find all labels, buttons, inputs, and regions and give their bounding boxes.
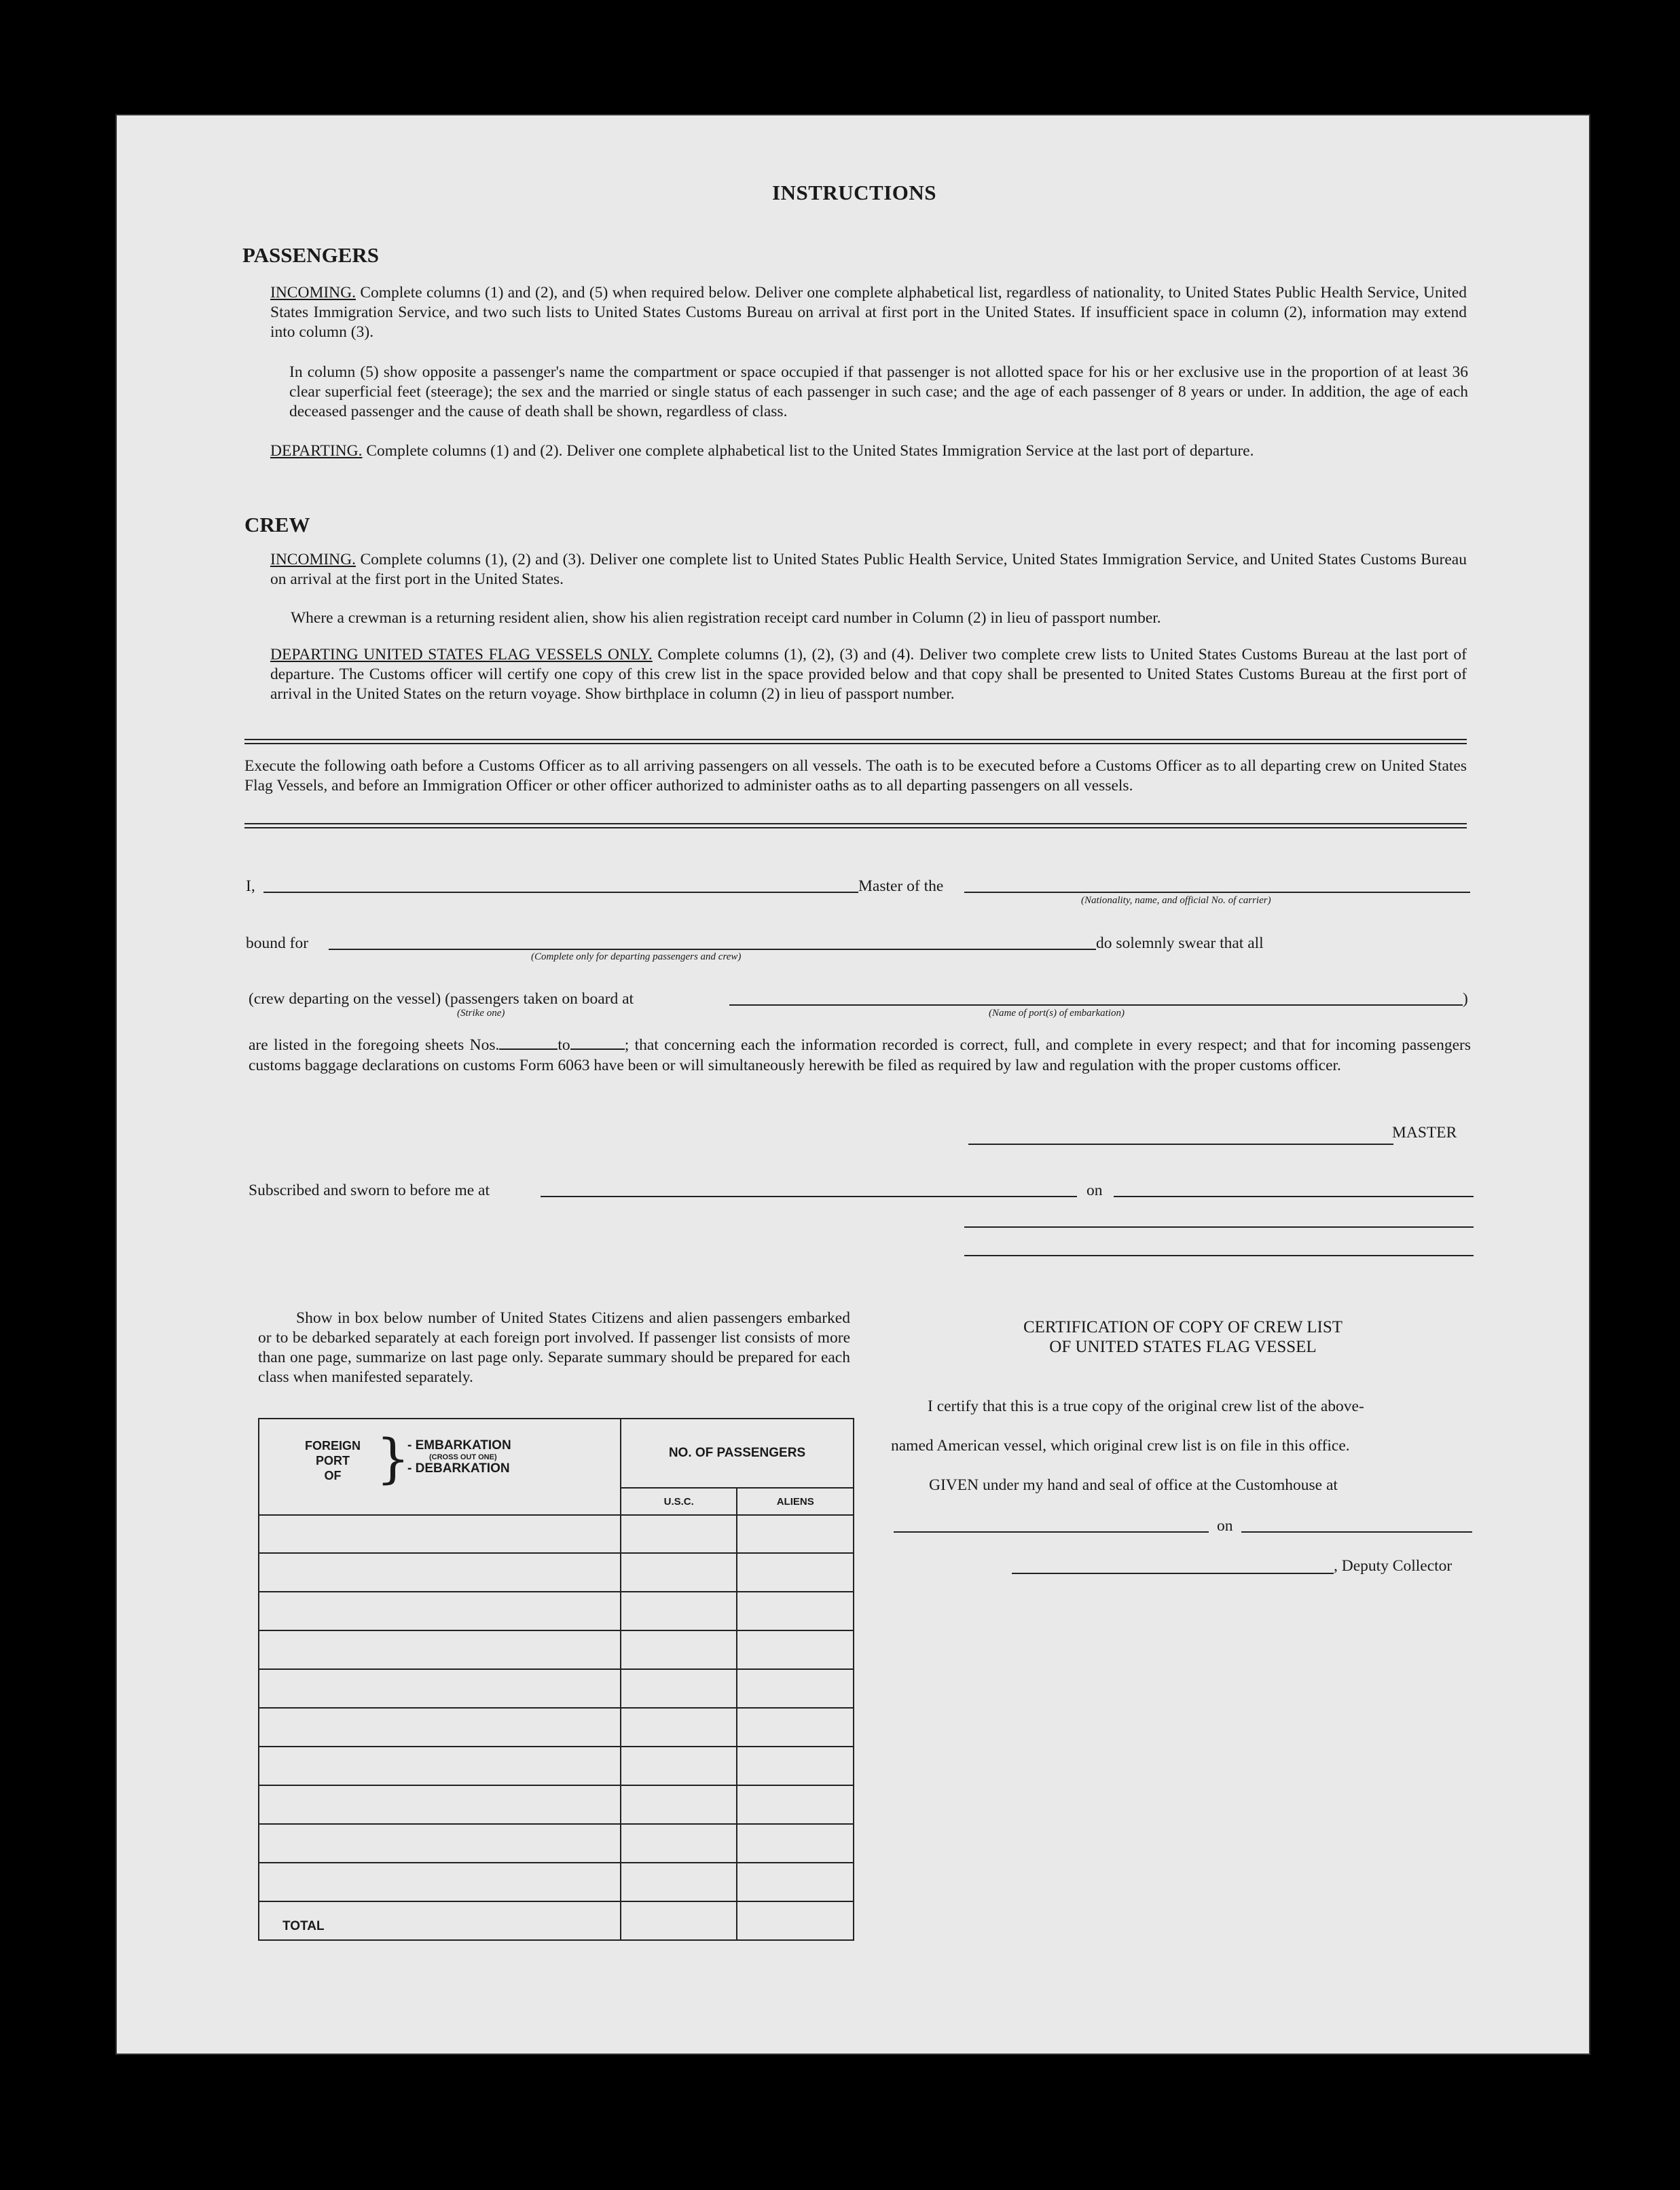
cert-on-label: on (1217, 1517, 1233, 1535)
passengers-departing-paragraph (270, 441, 1467, 461)
solemnly-swear-text: do solemnly swear that all (1096, 934, 1264, 952)
bound-for-label: bound for (246, 934, 309, 952)
page-title: INSTRUCTIONS (772, 181, 937, 204)
subscribed-on-label: on (1086, 1182, 1103, 1199)
passengers-column5-paragraph: In column (5) show opposite a passenger's name the compartment or space occupied if that passenger is not allotted space for his or her exclusive use in the proportion of at least 36 clear superficial feet (steerage); the sex and the married or single status of each passenger in such case; and the age of each passenger of 8 years or under. In addition, the age of each deceased passenger and the cause of death shall be shown, regardless of class. (289, 363, 1468, 420)
passengers-incoming-label: INCOMING. (270, 284, 356, 302)
port-cell[interactable] (259, 1747, 621, 1785)
sheet-to-field[interactable] (570, 1036, 625, 1050)
master-signature-field[interactable] (968, 1144, 1393, 1145)
brace-icon: } (376, 1429, 410, 1490)
passenger-summary-table (258, 1418, 854, 1941)
master-of-the-label: Master of the (858, 877, 944, 895)
cert-date-field[interactable] (1241, 1531, 1472, 1533)
foreign-word: FOREIGN (304, 1439, 361, 1453)
no-of-passengers-header: NO. OF PASSENGERS (621, 1419, 854, 1488)
embark-debark-label (407, 1438, 511, 1476)
port-cell[interactable] (259, 1669, 621, 1708)
oath-i-label: I, (246, 877, 255, 895)
embarkation-caption: (Name of port(s) of embarkation) (989, 1008, 1125, 1019)
port-cell[interactable] (259, 1708, 621, 1747)
certification-title-line2: OF UNITED STATES FLAG VESSEL (1049, 1338, 1317, 1356)
usc-cell[interactable] (621, 1785, 737, 1824)
cross-out-label: (CROSS OUT ONE) (429, 1453, 497, 1461)
to-text: to (558, 1036, 570, 1054)
usc-cell[interactable] (621, 1824, 737, 1863)
crew-departing-text: Complete columns (1), (2), (3) and (4). Deliver two complete crew lists to United States Customs Bureau at the last port of departure. The Customs officer will certify one copy of this crew list in the space provided below and that copy shall be presented to United States Customs Bureau at the first port of arrival in the United States on the return voyage. Show birthplace in column (2) in lieu of passport number. (270, 646, 1467, 703)
foreign-port-of-label (299, 1438, 367, 1483)
crew-incoming-paragraph (270, 550, 1467, 589)
officer-title-field[interactable] (964, 1255, 1474, 1256)
usc-cell[interactable] (621, 1669, 737, 1708)
master-name-field[interactable] (263, 892, 858, 893)
usc-cell[interactable] (621, 1747, 737, 1785)
aliens-total-cell[interactable] (737, 1901, 854, 1940)
certification-title-line1: CERTIFICATION OF COPY OF CREW LIST (1023, 1318, 1343, 1336)
carrier-field[interactable] (964, 892, 1470, 893)
subscribed-date-field[interactable] (1114, 1196, 1474, 1197)
aliens-cell[interactable] (737, 1669, 854, 1708)
crew-departing-text: (crew departing on the vessel) (passengers taken on board at (249, 990, 634, 1008)
crew-departing-label: DEPARTING UNITED STATES FLAG VESSELS ONLY. (270, 646, 653, 663)
certify-line1: I certify that this is a true copy of the original crew list of the above- (928, 1398, 1364, 1415)
listed-paragraph (249, 1036, 1471, 1076)
subscribed-place-field[interactable] (541, 1196, 1077, 1197)
port-cell[interactable] (259, 1592, 621, 1630)
aliens-cell[interactable] (737, 1824, 854, 1863)
passengers-incoming-text: Complete columns (1) and (2), and (5) when required below. Deliver one complete alphabetical list, regardless of nationality, to United States Public Health Service, United States Immigration Service, and two such lists to United States Customs Bureau on arrival at first port in the United States. If insufficient space in column (2), information may extend into column (3). (270, 284, 1467, 341)
usc-cell[interactable] (621, 1553, 737, 1592)
aliens-cell[interactable] (737, 1553, 854, 1592)
crew-resident-paragraph: Where a crewman is a returning resident alien, show his alien registration receipt card number in Column (2) in lieu of passport number. (291, 609, 1161, 627)
of-word: OF (324, 1469, 342, 1482)
passengers-departing-label: DEPARTING. (270, 442, 363, 460)
port-cell[interactable] (259, 1630, 621, 1669)
deputy-signature-field[interactable] (1012, 1573, 1334, 1574)
master-label: MASTER (1392, 1124, 1457, 1142)
officer-signature-field[interactable] (964, 1226, 1474, 1228)
usc-cell[interactable] (621, 1515, 737, 1553)
aliens-cell[interactable] (737, 1592, 854, 1630)
deputy-collector-label: , Deputy Collector (1334, 1557, 1453, 1575)
given-text: GIVEN under my hand and seal of office at the Customhouse at (929, 1476, 1338, 1494)
port-cell[interactable] (259, 1515, 621, 1553)
summary-instructions: Show in box below number of United States Citizens and alien passengers embarked or to be debarked separately at each foreign port involved. If passenger list consists of more than one page, summarize on last page only. Separate summary should be prepared for each class when manifested separately. (258, 1309, 850, 1386)
aliens-cell[interactable] (737, 1863, 854, 1901)
passengers-departing-text: Complete columns (1) and (2). Deliver one complete alphabetical list to the United States Immigration Service at the last port of departure. (366, 442, 1254, 460)
divider-rule (244, 823, 1467, 828)
close-paren: ) (1463, 990, 1468, 1008)
aliens-cell[interactable] (737, 1708, 854, 1747)
listed-post-text: ; that concerning each the information recorded is correct, full, and complete in every respect; and that for incoming passengers customs baggage declarations on customs Form 6063 have been or will simultaneously herewith be filed as required by law and regulation with the proper customs officer. (249, 1036, 1471, 1074)
strike-one-caption: (Strike one) (457, 1008, 505, 1019)
passengers-incoming-paragraph (270, 283, 1467, 342)
port-cell[interactable] (259, 1553, 621, 1592)
crew-heading: CREW (244, 513, 310, 536)
usc-cell[interactable] (621, 1863, 737, 1901)
bound-for-field[interactable] (329, 949, 1096, 950)
port-cell[interactable] (259, 1824, 621, 1863)
oath-intro: Execute the following oath before a Customs Officer as to all arriving passengers on all vessels. The oath is to be executed before a Customs Officer as to all departing crew on United States Flag Vessels, and before an Immigration Officer or other officer authorized to administer oaths as to all departing passengers on all vessels. (244, 757, 1467, 795)
listed-pre-text: are listed in the foregoing sheets Nos. (249, 1036, 500, 1054)
crew-incoming-label: INCOMING. (270, 551, 356, 568)
customhouse-field[interactable] (894, 1531, 1209, 1533)
foreign-port-header (259, 1419, 621, 1515)
aliens-header: ALIENS (737, 1488, 854, 1515)
usc-cell[interactable] (621, 1708, 737, 1747)
embarkation-port-field[interactable] (729, 1004, 1463, 1006)
usc-cell[interactable] (621, 1630, 737, 1669)
port-cell[interactable] (259, 1785, 621, 1824)
bound-for-caption: (Complete only for departing passengers and crew) (531, 951, 742, 962)
usc-total-cell[interactable] (621, 1901, 737, 1940)
aliens-cell[interactable] (737, 1630, 854, 1669)
embarkation-label: - EMBARKATION (407, 1438, 511, 1453)
certify-line2: named American vessel, which original crew list is on file in this office. (891, 1437, 1350, 1455)
port-word: PORT (315, 1454, 350, 1467)
aliens-cell[interactable] (737, 1785, 854, 1824)
port-cell[interactable] (259, 1863, 621, 1901)
passengers-heading: PASSENGERS (242, 243, 379, 267)
carrier-caption: (Nationality, name, and official No. of carrier) (1081, 895, 1271, 906)
total-label: TOTAL (259, 1901, 621, 1940)
debarkation-label: - DEBARKATION (407, 1461, 510, 1476)
crew-incoming-text: Complete columns (1), (2) and (3). Deliver one complete list to United States Public Health Service, United States Immigration Service, and United States Customs Bureau on arrival at the first port in the United States. (270, 551, 1467, 588)
divider-rule (244, 739, 1467, 744)
crew-departing-paragraph (270, 645, 1467, 704)
sheet-from-field[interactable] (499, 1036, 558, 1050)
subscribed-text: Subscribed and sworn to before me at (249, 1182, 490, 1199)
aliens-cell[interactable] (737, 1515, 854, 1553)
usc-header: U.S.C. (621, 1488, 737, 1515)
usc-cell[interactable] (621, 1592, 737, 1630)
certification-title (979, 1317, 1387, 1357)
aliens-cell[interactable] (737, 1747, 854, 1785)
